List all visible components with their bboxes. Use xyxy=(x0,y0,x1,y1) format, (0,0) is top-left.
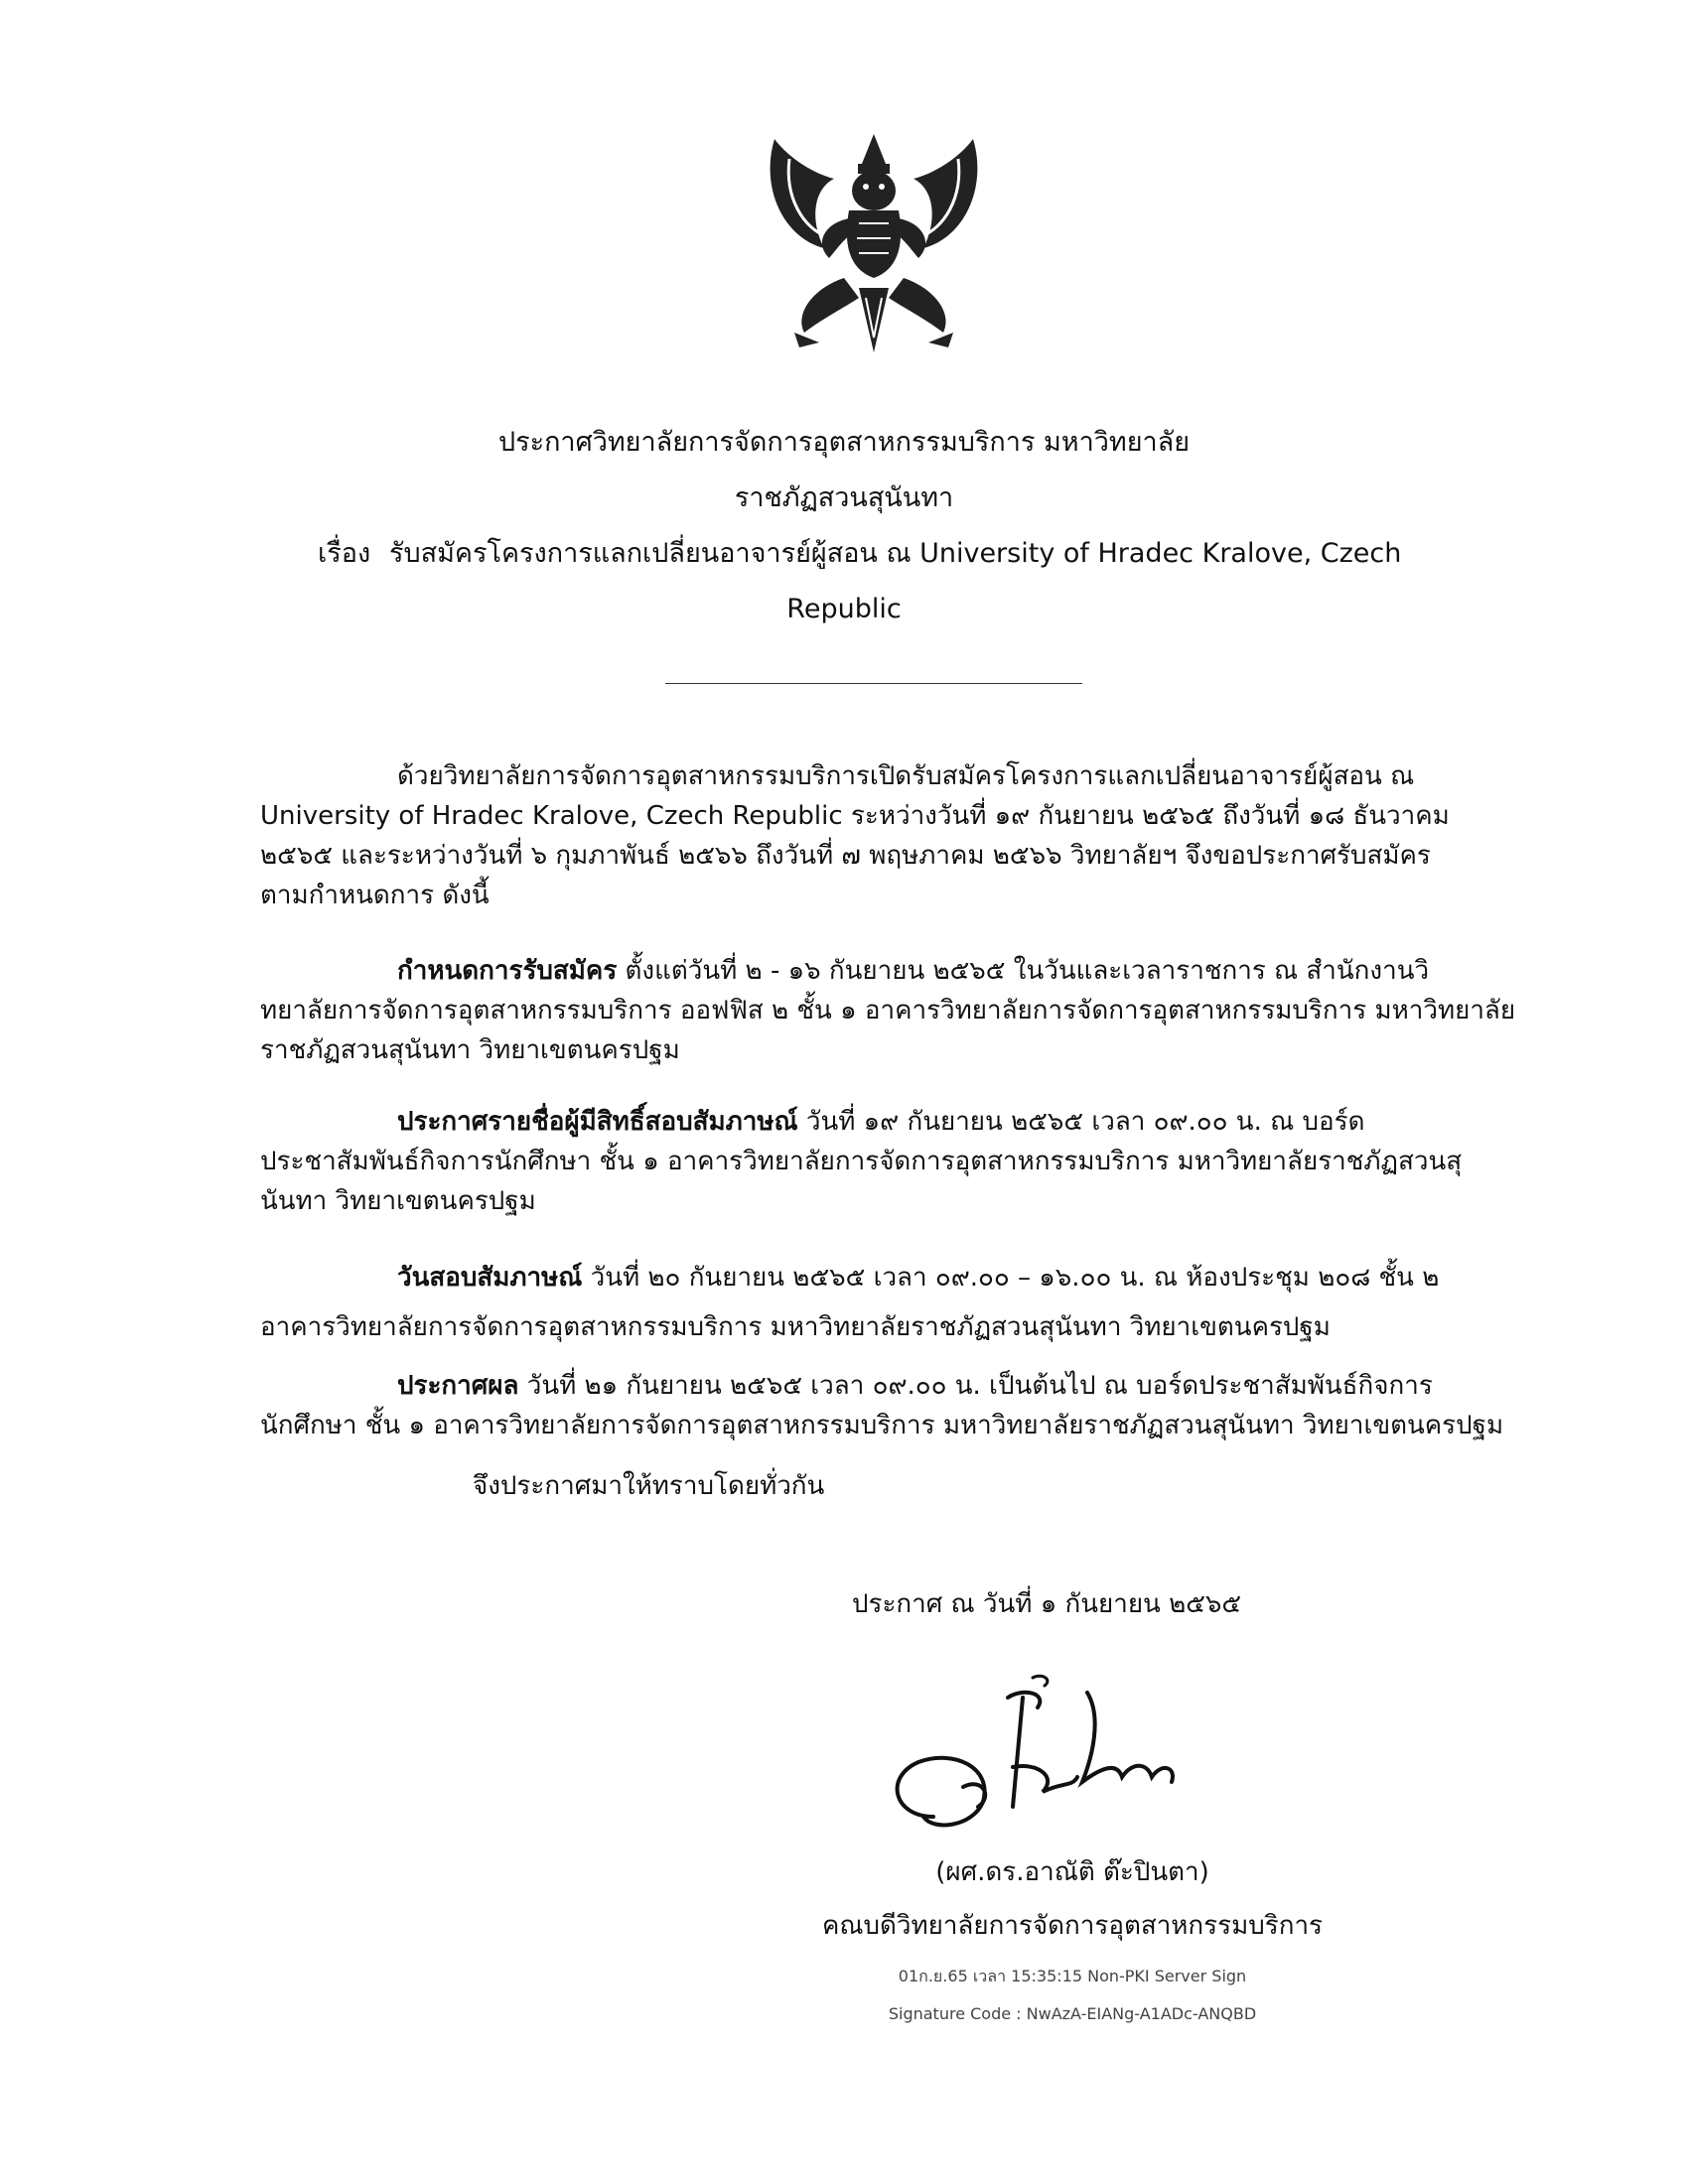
application-label: กำหนดการรับสมัคร xyxy=(397,956,618,986)
result-text-1: วันที่ ๒๑ กันยายน ๒๕๖๕ เวลา ๐๙.๐๐ น. เป็นต้นไป ณ บอร์ดประชาสัมพันธ์กิจการ xyxy=(518,1371,1433,1401)
intro-line-1: ด้วยวิทยาลัยการจัดการอุตสาหกรรมบริการเปิดรับสมัครโครงการแลกเปลี่ยนอาจารย์ผู้สอน ณ xyxy=(397,761,1415,791)
result-paragraph xyxy=(260,1366,1504,1445)
signature-icon xyxy=(874,1668,1241,1866)
interview-paragraph xyxy=(260,1253,1491,1352)
announcement-title-line1: ประกาศวิทยาลัยการจัดการอุตสาหกรรมบริการ มหาวิทยาลัย xyxy=(497,427,1191,458)
subject-row xyxy=(318,536,1440,572)
application-text-1: ตั้งแต่วันที่ ๒ - ๑๖ กันยายน ๒๕๖๕ ในวันและเวลาราชการ ณ สำนักงานวิ xyxy=(617,956,1430,986)
interview-line-2: อาคารวิทยาลัยการจัดการอุตสาหกรรมบริการ มหาวิทยาลัยราชภัฏสวนสุนันทา วิทยาเขตนครปฐม xyxy=(260,1312,1331,1342)
intro-paragraph xyxy=(260,756,1491,915)
subject-text: รับสมัครโครงการแลกเปลี่ยนอาจารย์ผู้สอน ณ University of Hradec Kralove, Czech xyxy=(389,538,1402,569)
intro-line-2: University of Hradec Kralove, Czech Republic ระหว่างวันที่ ๑๙ กันยายน ๒๕๖๕ ถึงวันที่ ๑๘ ธันวาคม xyxy=(260,801,1450,831)
application-line-1 xyxy=(260,951,1491,991)
signature-code: Signature Code : NwAzA-EIANg-A1ADc-ANQBD xyxy=(888,2004,1257,2023)
shortlist-line-2: ประชาสัมพันธ์กิจการนักศึกษา ชั้น ๑ อาคารวิทยาลัยการจัดการอุตสาหกรรมบริการ มหาวิทยาลัยราชภัฏสวนสุ xyxy=(260,1147,1463,1176)
shortlist-label: ประกาศรายชื่อผู้มีสิทธิ์สอบสัมภาษณ์ xyxy=(397,1107,798,1137)
result-line-1 xyxy=(260,1366,1491,1406)
header-divider xyxy=(665,683,1082,684)
subject-label: เรื่อง xyxy=(318,538,371,569)
shortlist-line-3: นันทา วิทยาเขตนครปฐม xyxy=(260,1186,536,1216)
interview-label: วันสอบสัมภาษณ์ xyxy=(397,1263,583,1293)
intro-line-3: ๒๕๖๕ และระหว่างวันที่ ๖ กุมภาพันธ์ ๒๕๖๖ ถึงวันที่ ๗ พฤษภาคม ๒๕๖๖ วิทยาลัยฯ จึงขอประกาศรับสมัคร xyxy=(260,841,1431,871)
announcement-date: ประกาศ ณ วันที่ ๑ กันยายน ๒๕๖๕ xyxy=(852,1589,1242,1619)
intro-line-4: ตามกำหนดการ ดังนี้ xyxy=(260,881,490,910)
interview-text-1: วันที่ ๒๐ กันยายน ๒๕๖๕ เวลา ๐๙.๐๐ – ๑๖.๐๐ น. ณ ห้องประชุม ๒๐๘ ชั้น ๒ xyxy=(582,1263,1440,1293)
signer-title: คณบดีวิทยาลัยการจัดการอุตสาหกรรมบริการ xyxy=(821,1911,1324,1941)
subject-continuation: Republic xyxy=(786,594,902,624)
signer-name: (ผศ.ดร.อาณัติ ต๊ะปินตา) xyxy=(935,1857,1209,1887)
application-paragraph xyxy=(260,951,1516,1070)
closing-sentence: จึงประกาศมาให้ทราบโดยทั่วกัน xyxy=(473,1471,825,1501)
result-line-2: นักศึกษา ชั้น ๑ อาคารวิทยาลัยการจัดการอุตสาหกรรมบริการ มหาวิทยาลัยราชภัฏสวนสุนันทา วิทยาเขตนครปฐม xyxy=(260,1411,1504,1440)
result-label: ประกาศผล xyxy=(397,1371,519,1401)
sign-timestamp: 01ก.ย.65 เวลา 15:35:15 Non-PKI Server Sign xyxy=(898,1967,1247,1985)
application-line-2: ทยาลัยการจัดการอุตสาหกรรมบริการ ออฟฟิส ๒ ชั้น ๑ อาคารวิทยาลัยการจัดการอุตสาหกรรมบริการ มหาวิทยาลัย xyxy=(260,996,1516,1025)
application-line-3: ราชภัฏสวนสุนันทา วิทยาเขตนครปฐม xyxy=(260,1035,680,1065)
shortlist-line-1 xyxy=(260,1102,1491,1142)
interview-line-1 xyxy=(260,1253,1491,1302)
shortlist-paragraph xyxy=(260,1102,1491,1221)
announcement-title-line2: ราชภัฏสวนสุนันทา xyxy=(734,482,954,513)
shortlist-text-1: วันที่ ๑๙ กันยายน ๒๕๖๕ เวลา ๐๙.๐๐ น. ณ บอร์ด xyxy=(797,1107,1365,1137)
garuda-emblem-icon xyxy=(755,129,993,357)
